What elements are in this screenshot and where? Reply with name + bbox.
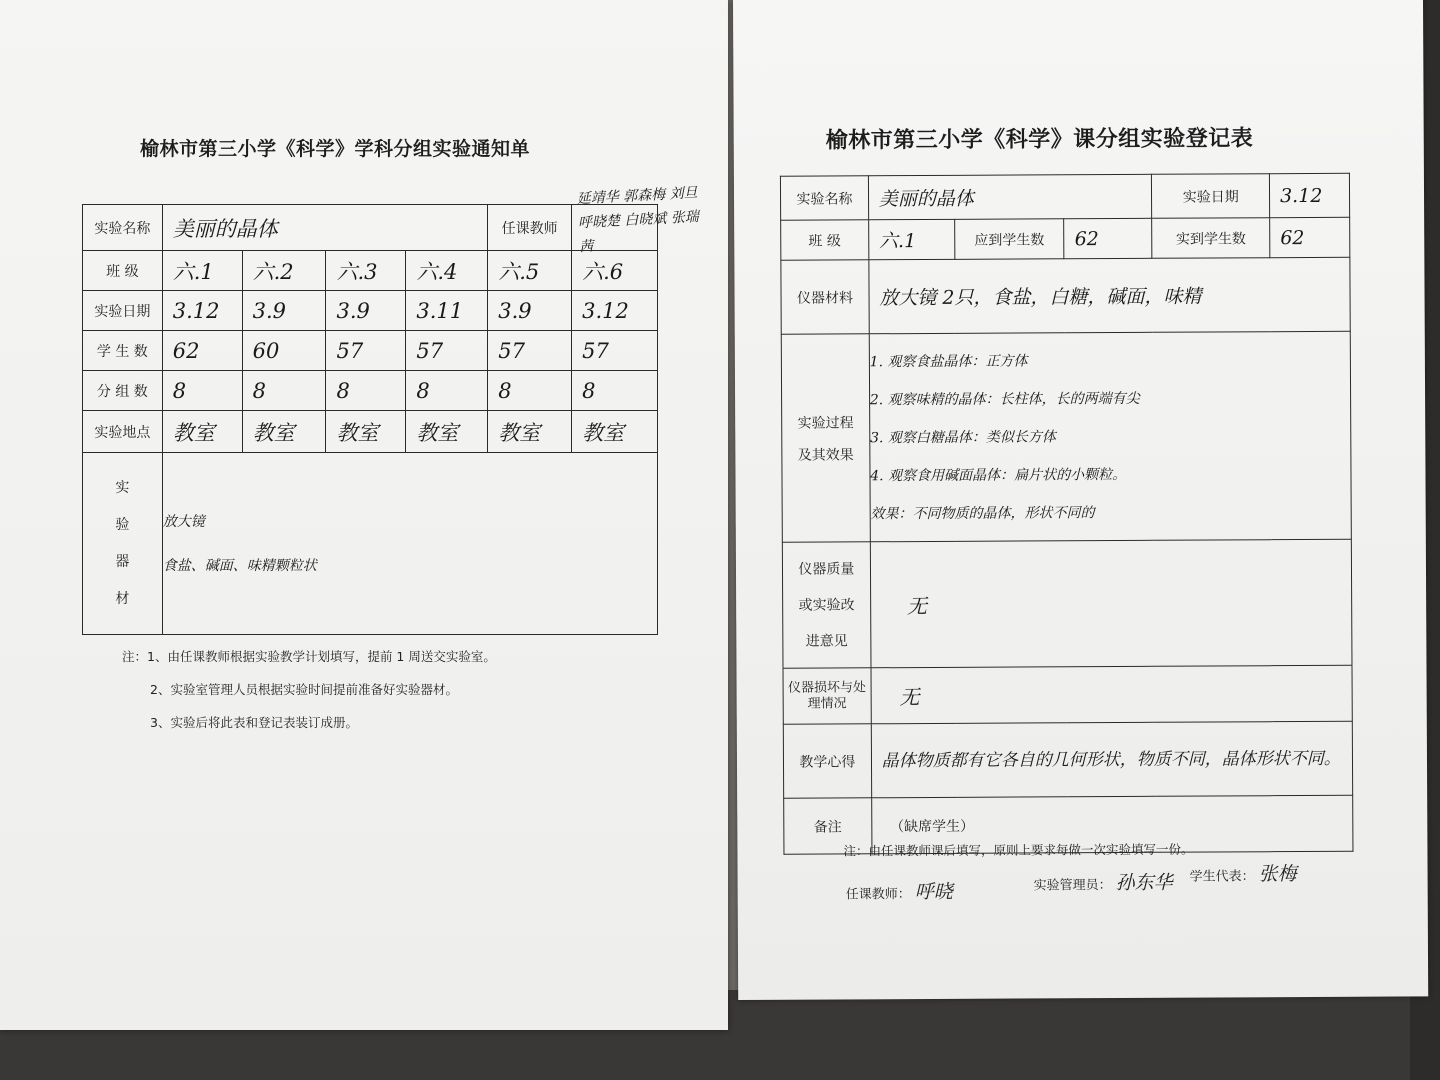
label-groups: 分 组 数 bbox=[83, 371, 163, 411]
label-equipment bbox=[83, 453, 163, 635]
experiment-name-value: 美丽的晶体 bbox=[162, 205, 488, 251]
notice-row-groups bbox=[83, 371, 658, 411]
class-cell: 六.2 bbox=[242, 251, 326, 291]
place-cell: 教室 bbox=[242, 411, 326, 453]
label-quality-line: 仪器质量 bbox=[798, 560, 855, 578]
label-place: 实验地点 bbox=[83, 411, 163, 453]
place-cell: 教室 bbox=[162, 411, 242, 453]
students-cell: 57 bbox=[406, 331, 488, 371]
class-cell: 六.6 bbox=[572, 251, 658, 291]
record-note: 注：由任课教师课后填写，原则上要求每做一次实验填写一份。 bbox=[843, 841, 1194, 859]
record-row-quality bbox=[782, 539, 1352, 668]
record-row-name bbox=[780, 173, 1349, 220]
teacher-cell bbox=[572, 205, 658, 251]
damage-value: 无 bbox=[871, 665, 1353, 724]
process-value bbox=[869, 331, 1351, 542]
experiment-name-value: 美丽的晶体 bbox=[868, 174, 1152, 219]
equipment-value bbox=[162, 453, 657, 635]
students-cell: 60 bbox=[242, 331, 326, 371]
admin-signature-value: 孙东华 bbox=[1115, 871, 1173, 895]
label-equipment-char: 材 bbox=[115, 590, 130, 607]
label-damage: 仪器损坏与处理情况 bbox=[783, 668, 871, 724]
label-teacher: 任课教师 bbox=[488, 205, 572, 251]
process-line: 2. 观察味精的晶体：长柱体，长的两端有尖 bbox=[869, 390, 1140, 408]
groups-cell: 8 bbox=[242, 371, 326, 411]
notice-title: 榆林市第三小学《科学》学科分组实验通知单 bbox=[140, 138, 531, 160]
quality-value: 无 bbox=[870, 539, 1352, 668]
process-line: 1. 观察食盐晶体：正方体 bbox=[869, 352, 1028, 370]
label-materials: 仪器材料 bbox=[781, 260, 869, 334]
label-class: 班 级 bbox=[83, 251, 163, 291]
notice-row-date bbox=[83, 291, 658, 331]
students-cell: 57 bbox=[488, 331, 572, 371]
note-line: 3、实验后将此表和登记表装订成册。 bbox=[150, 715, 358, 730]
record-row-reflection bbox=[783, 721, 1352, 798]
class-cell: 六.5 bbox=[488, 251, 572, 291]
teacher-signature-label: 任课教师： bbox=[845, 887, 911, 903]
record-row-process bbox=[781, 331, 1351, 542]
notice-notes bbox=[122, 640, 496, 739]
class-cell: 六.1 bbox=[162, 251, 242, 291]
process-line: 效果：不同物质的晶体，形状不同的 bbox=[870, 504, 1095, 522]
admin-signature-label: 实验管理员： bbox=[1033, 878, 1112, 894]
reflection-value: 晶体物质都有它各自的几何形状，物质不同，晶体形状不同。 bbox=[871, 721, 1353, 798]
label-students: 学 生 数 bbox=[83, 331, 163, 371]
notice-row-class bbox=[83, 251, 658, 291]
label-class: 班 级 bbox=[781, 220, 869, 260]
label-date: 实验日期 bbox=[83, 291, 163, 331]
label-remark: 备注 bbox=[784, 798, 872, 854]
expected-value: 62 bbox=[1064, 218, 1152, 258]
groups-cell: 8 bbox=[326, 371, 406, 411]
notice-table bbox=[82, 204, 658, 635]
student-signature-value: 张梅 bbox=[1258, 863, 1297, 886]
record-row-materials bbox=[781, 257, 1350, 334]
place-cell: 教室 bbox=[326, 411, 406, 453]
notice-row-name bbox=[83, 205, 658, 251]
label-date: 实验日期 bbox=[1152, 174, 1270, 219]
label-process-line: 实验过程 bbox=[797, 414, 854, 432]
students-cell: 57 bbox=[572, 331, 658, 371]
date-cell: 3.9 bbox=[326, 291, 406, 331]
notice-sheet bbox=[0, 0, 728, 1030]
note-line: 注：1、由任课教师根据实验教学计划填写，提前 1 周送交实验室。 bbox=[122, 649, 496, 664]
record-row-damage bbox=[783, 665, 1352, 724]
place-cell: 教室 bbox=[488, 411, 572, 453]
equipment-line: 食盐、碱面、味精颗粒状 bbox=[162, 557, 317, 574]
class-value: 六.1 bbox=[868, 219, 954, 259]
label-equipment-char: 器 bbox=[115, 553, 130, 570]
process-line: 3. 观察白糖晶体：类似长方体 bbox=[870, 428, 1056, 446]
label-expected: 应到学生数 bbox=[954, 219, 1064, 260]
notice-row-students bbox=[83, 331, 658, 371]
date-cell: 3.12 bbox=[162, 291, 242, 331]
student-signature bbox=[1190, 859, 1297, 887]
label-experiment-name: 实验名称 bbox=[83, 205, 163, 251]
place-cell: 教室 bbox=[406, 411, 488, 453]
groups-cell: 8 bbox=[488, 371, 572, 411]
place-cell: 教室 bbox=[572, 411, 658, 453]
notice-row-equipment bbox=[83, 453, 658, 635]
label-actual: 实到学生数 bbox=[1152, 218, 1270, 259]
groups-cell: 8 bbox=[162, 371, 242, 411]
teacher-names-handwritten: 延靖华 郭森梅 刘旦 呼晓楚 白晓斌 张瑞茜 bbox=[576, 185, 700, 256]
class-cell: 六.3 bbox=[326, 251, 406, 291]
groups-cell: 8 bbox=[406, 371, 488, 411]
date-cell: 3.11 bbox=[406, 291, 488, 331]
date-value: 3.12 bbox=[1269, 173, 1349, 217]
class-cell: 六.4 bbox=[406, 251, 488, 291]
record-table bbox=[780, 173, 1354, 855]
record-sheet bbox=[733, 0, 1428, 1000]
teacher-signature bbox=[846, 877, 953, 905]
equipment-line: 放大镜 bbox=[162, 513, 205, 530]
label-equipment-char: 实 bbox=[115, 479, 130, 496]
remark-value: （缺席学生） bbox=[871, 795, 1353, 854]
students-cell: 57 bbox=[326, 331, 406, 371]
notice-row-place bbox=[83, 411, 658, 453]
admin-signature bbox=[1034, 868, 1173, 896]
actual-value: 62 bbox=[1270, 217, 1350, 257]
groups-cell: 8 bbox=[572, 371, 658, 411]
label-experiment-name: 实验名称 bbox=[780, 176, 868, 220]
note-line: 2、实验室管理人员根据实验时间提前准备好实验器材。 bbox=[150, 682, 458, 697]
label-reflection: 教学心得 bbox=[783, 724, 871, 798]
teacher-signature-value: 呼晓 bbox=[914, 880, 953, 904]
date-cell: 3.12 bbox=[572, 291, 658, 331]
students-cell: 62 bbox=[162, 331, 242, 371]
record-row-class bbox=[781, 217, 1350, 260]
label-equipment-char: 验 bbox=[115, 516, 130, 533]
label-quality-line: 或实验改 bbox=[798, 596, 855, 614]
date-cell: 3.9 bbox=[242, 291, 326, 331]
label-quality-line: 进意见 bbox=[805, 632, 848, 650]
materials-value: 放大镜 2只，食盐，白糖，碱面，味精 bbox=[869, 257, 1351, 334]
process-line: 4. 观察食用碱面晶体：扁片状的小颗粒。 bbox=[870, 466, 1127, 484]
label-process-line: 及其效果 bbox=[797, 446, 854, 464]
label-process bbox=[781, 334, 870, 542]
label-quality bbox=[782, 542, 870, 668]
student-signature-label: 学生代表： bbox=[1189, 869, 1255, 885]
date-cell: 3.9 bbox=[488, 291, 572, 331]
record-title: 榆林市第三小学《科学》课分组实验登记表 bbox=[825, 126, 1254, 154]
